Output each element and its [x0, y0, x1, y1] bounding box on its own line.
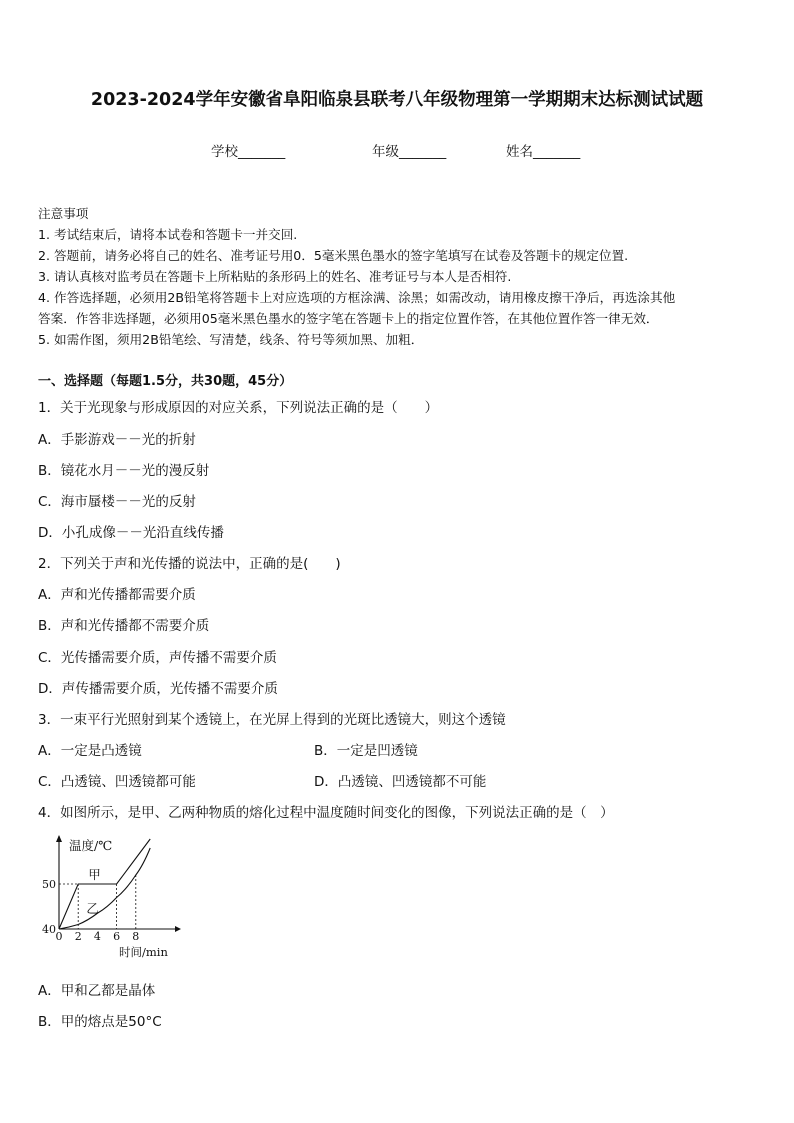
y-axis-label: 温度/℃	[69, 838, 113, 853]
notice-heading: 注意事项	[38, 206, 89, 221]
question-1-option-b: B．镜花水月－－光的漫反射	[38, 463, 210, 479]
question-3-option-d: D．凸透镜、凹透镜都不可能	[314, 774, 487, 790]
question-1-option-d: D．小孔成像－－光沿直线传播	[38, 525, 224, 541]
question-2-option-d: D．声传播需要介质，光传播不需要介质	[38, 681, 278, 697]
question-3-option-b: B．一定是凹透镜	[314, 743, 418, 759]
notice-item: 答案．作答非选择题，必须用05毫米黑色墨水的签字笔在答题卡上的指定位置作答，在其他位置作答一律无效．	[38, 311, 659, 326]
question-3-option-c: C．凸透镜、凹透镜都可能	[38, 774, 196, 790]
melting-chart	[38, 830, 188, 965]
notice-item: 1. 考试结束后，请将本试卷和答题卡一并交回.	[38, 227, 298, 242]
series-jia-label: 甲	[88, 867, 101, 882]
question-3-stem: 3．一束平行光照射到某个透镜上，在光屏上得到的光斑比透镜大，则这个透镜	[38, 712, 506, 728]
question-3-option-a: A．一定是凸透镜	[38, 743, 142, 759]
question-1-stem: 1．关于光现象与形成原因的对应关系，下列说法正确的是（ ）	[38, 400, 439, 416]
x-axis-arrow	[175, 926, 181, 932]
y-tick-label: 40	[42, 923, 56, 936]
x-tick-label: 8	[132, 930, 140, 943]
x-tick-label: 6	[113, 930, 121, 943]
question-4-stem: 4．如图所示，是甲、乙两种物质的熔化过程中温度随时间变化的图像，下列说法正确的是（ ）	[38, 805, 614, 821]
name-field: 姓名_______	[506, 144, 581, 160]
question-2-option-b: B．声和光传播都不需要介质	[38, 618, 210, 634]
notice-item: 2. 答题前，请务必将自己的姓名、准考证号用0．5毫米黑色墨水的签字笔填写在试卷及答题卡的规定位置.	[38, 248, 629, 263]
question-2-stem: 2．下列关于声和光传播的说法中，正确的是( )	[38, 556, 341, 572]
y-axis-arrow	[56, 835, 62, 842]
question-2-option-a: A．声和光传播都需要介质	[38, 587, 196, 603]
y-tick-label: 50	[42, 878, 56, 891]
notice-item: 3. 请认真核对监考员在答题卡上所粘贴的条形码上的姓名、准考证号与本人是否相符.	[38, 269, 512, 284]
x-tick-label: 0	[55, 930, 63, 943]
school-field: 学校_______	[211, 144, 286, 160]
x-axis-label: 时间/min	[119, 945, 168, 959]
question-4-option-a: A．甲和乙都是晶体	[38, 983, 156, 999]
notice-item: 5. 如需作图，须用2B铅笔绘、写清楚，线条、符号等须加黑、加粗．	[38, 332, 424, 347]
x-tick-label: 4	[93, 930, 101, 943]
section-heading: 一、选择题（每题1.5分，共30题，45分）	[38, 374, 293, 389]
question-4-option-b: B．甲的熔点是50°C	[38, 1014, 162, 1030]
x-tick-label: 2	[74, 930, 82, 943]
question-2-option-c: C．光传播需要介质，声传播不需要介质	[38, 650, 277, 666]
series-yi-label: 乙	[86, 901, 99, 916]
notice-item: 4. 作答选择题，必须用2B铅笔将答题卡上对应选项的方框涂满、涂黑；如需改动，请用橡皮擦干净后，再选涂其他	[38, 290, 676, 305]
question-1-option-c: C．海市蜃楼－－光的反射	[38, 494, 196, 510]
page-title: 2023-2024学年安徽省阜阳临泉县联考八年级物理第一学期期末达标测试试题	[90, 90, 704, 110]
grade-field: 年级_______	[372, 144, 447, 160]
series-yi-line	[59, 848, 150, 929]
question-1-option-a: A．手影游戏－－光的折射	[38, 432, 196, 448]
